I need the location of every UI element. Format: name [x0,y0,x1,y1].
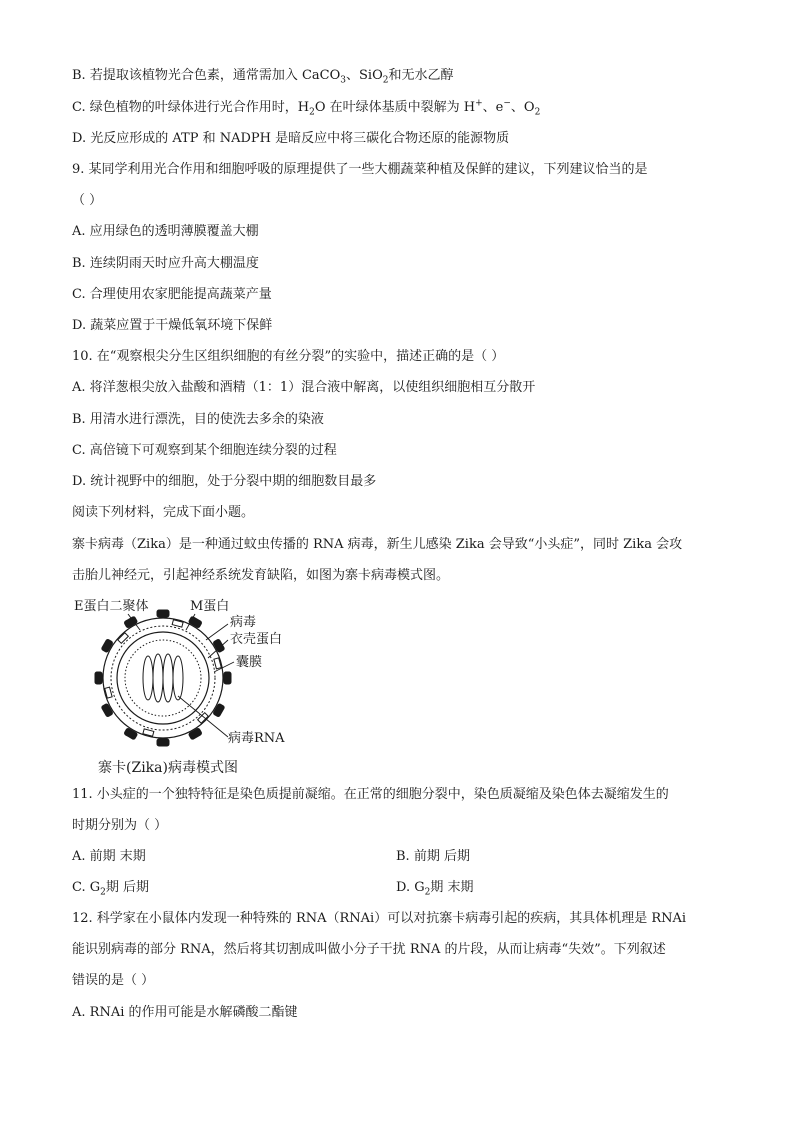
e-protein-spike [157,610,169,617]
q10-option-a: A. 将洋葱根尖放入盐酸和酒精（1：1）混合液中解离，以使组织细胞相互分散开 [72,380,536,395]
q11-option-c: C. $G_2$期 后期 [72,880,150,898]
rna-loop [143,656,153,700]
material-intro: 阅读下列材料，完成下面小题。 [72,505,255,520]
q8-option-c: C. 绿色植物的叶绿体进行光合作用时，$H_2O$ 在叶绿体基质中裂解为 H+、e−、$O_2$ [72,98,541,118]
leader-line-rna [178,696,228,737]
e-protein-spike [101,639,113,653]
q11-option-b: B. 前期 后期 [396,849,470,864]
q9-option-a: A. 应用绿色的透明薄膜覆盖大棚 [72,224,259,239]
q10-option-b: B. 用清水进行漂洗，目的使洗去多余的染液 [72,412,324,427]
q9-option-c: C. 合理使用农家肥能提高蔬菜产量 [72,287,272,302]
q12-stem-line3: 错误的是（ ） [72,973,155,988]
material-paragraph-line1: 寨卡病毒（Zika）是一种通过蚊虫传播的 RNA 病毒，新生儿感染 Zika 会导致“小头症”，同时 Zika 会攻 [72,537,683,552]
q11-stem-line1: 11. 小头症的一个独特特征是染色质提前凝缩。在正常的细胞分裂中，染色质凝缩及染色体去凝缩发生的 [72,787,669,802]
e-protein-spike [224,672,231,684]
q9-option-d: D. 蔬菜应置于干燥低氧环境下保鲜 [72,318,273,333]
q9-option-b: B. 连续阴雨天时应升高大棚温度 [72,256,259,271]
e-protein-spike [213,703,225,717]
material-paragraph-line2: 击胎儿神经元，引起神经系统发育缺陷，如图为寨卡病毒模式图。 [72,568,450,583]
label-viral-rna: 病毒RNA [228,731,285,746]
q11-option-d: D. $G_2$期 末期 [396,880,474,898]
m-protein [118,633,129,644]
label-capsid-protein: 衣壳蛋白 [230,632,283,647]
q9-answer-paren: （ ） [72,193,103,208]
e-protein-spike [101,703,113,717]
q8-option-b: B. 若提取该植物光合色素，通常需加入 CaCO$_3$、SiO$_2$和无水乙醇 [72,68,454,86]
e-protein-spike [95,672,102,684]
e-protein-spike [213,639,225,653]
figure-caption: 寨卡(Zika)病毒模式图 [98,760,238,776]
label-m-protein: M蛋白 [190,599,230,614]
rna-loop [173,656,183,700]
leader-line-virus [206,624,228,640]
rna-loop [163,654,173,702]
q12-stem-line2: 能识别病毒的部分 RNA，然后将其切割成叫做小分子干扰 RNA 的片段，从而让病毒“失效”。下列叙述 [72,942,666,957]
label-envelope: 囊膜 [236,655,263,670]
q10-option-c: C. 高倍镜下可观察到某个细胞连续分裂的过程 [72,443,337,458]
m-protein [198,713,209,724]
zika-virus-diagram [68,596,308,784]
q12-stem-line1: 12. 科学家在小鼠体内发现一种特殊的 RNA（RNAi）可以对抗寨卡病毒引起的疾病，其具体机理是 RNAi [72,911,687,926]
q11-stem-line2: 时期分别为（ ） [72,818,168,833]
e-protein-spike [157,739,169,746]
label-e-protein-dimer: E蛋白二聚体 [74,599,149,614]
q8-option-d: D. 光反应形成的 ATP 和 NADPH 是暗反应中将三碳化合物还原的能源物质 [72,131,510,146]
e-protein-spike [188,728,202,740]
e-protein-spike [124,728,138,740]
q11-option-a: A. 前期 末期 [72,849,146,864]
q12-option-a: A. RNAi 的作用可能是水解磷酸二酯键 [72,1005,298,1020]
q10-option-d: D. 统计视野中的细胞，处于分裂中期的细胞数目最多 [72,474,377,489]
rna-loop [153,654,163,702]
q10-stem: 10. 在“观察根尖分生区组织细胞的有丝分裂”的实验中，描述正确的是（ ） [72,349,505,364]
q9-stem: 9. 某同学利用光合作用和细胞呼吸的原理提供了一些大棚蔬菜种植及保鲜的建议，下列建议恰当的是 [72,162,648,177]
label-virus: 病毒 [230,615,257,630]
